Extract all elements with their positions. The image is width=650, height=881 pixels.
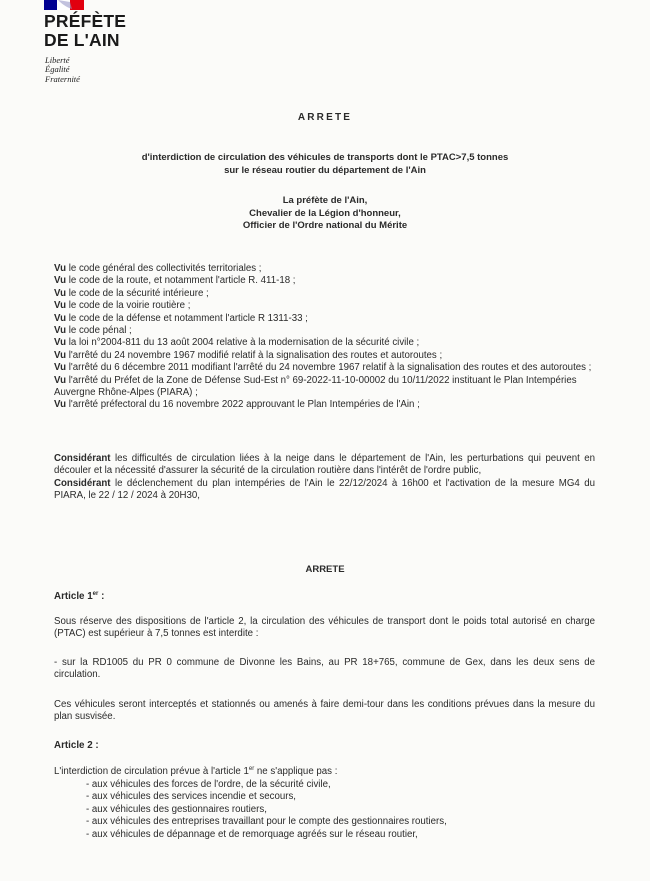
article-1-paragraph: Sous réserve des dispositions de l'article 2, la circulation des véhicules de transport dont le poids total autorisé en charge (PTAC) est supérieur à 7,5 tonnes est interdite : xyxy=(54,616,595,640)
article-2-exceptions xyxy=(86,779,447,841)
prefecture-name xyxy=(44,12,126,49)
republic-motto xyxy=(45,56,80,84)
article-2-intro: L'interdiction de circulation prévue à l'article 1er ne s'applique pas : xyxy=(54,766,338,777)
visa-item: Vu le code de la voirie routière ; xyxy=(54,300,191,312)
visa-item: Vu le code de la sécurité intérieure ; xyxy=(54,287,209,299)
issuing-authority xyxy=(0,195,650,233)
decree-subject xyxy=(0,152,650,177)
decree-heading: ARRETE xyxy=(305,564,345,575)
subject-line: d'interdiction de circulation des véhicules de transports dont le PTAC>7,5 tonnes xyxy=(141,152,509,163)
visa-item: Vu le code de la défense et notamment l'article R 1311-33 ; xyxy=(54,312,308,324)
article-1-title: Article 1er : xyxy=(54,591,105,602)
article-1-road-section: - sur la RD1005 du PR 0 commune de Divonne les Bains, au PR 18+765, commune de Gex, dans les deux sens de circulation. xyxy=(54,657,595,681)
subject-line: sur le réseau routier du département de l'Ain xyxy=(224,164,426,176)
authority-line: La préfète de l'Ain, xyxy=(282,195,368,206)
marianne-logo-icon xyxy=(44,0,84,10)
visa-item: Vu le code pénal ; xyxy=(54,325,132,337)
prefecture-line1: PRÉFÈTE xyxy=(44,11,127,31)
considerant-item: Considérant les difficultés de circulation liées à la neige dans le département de l'Ain, les perturbations qui peuvent en découler et la nécessité d'assurer la sécurité de la circulation routière dans l'intérêt de l'ordre public, xyxy=(54,453,595,477)
visa-item: Vu l'arrêté du 24 novembre 1967 modifié relatif à la signalisation des routes et autoroutes ; xyxy=(54,349,443,361)
visa-item: Vu le code général des collectivités territoriales ; xyxy=(54,263,262,274)
visas-list xyxy=(54,263,595,412)
visa-item: Vu le code de la route, et notamment l'article R. 411-18 ; xyxy=(54,275,296,287)
visa-item: Vu l'arrêté du Préfet de la Zone de Défense Sud-Est n° 69-2022-11-10-00002 du 10/11/2022 instituant le Plan Intempéries Auvergne Rhône-Alpes (PIARA) ; xyxy=(54,374,577,399)
exception-item: - aux véhicules de dépannage et de remorquage agréés sur le réseau routier, xyxy=(86,828,418,840)
authority-line: Officier de l'Ordre national du Mérite xyxy=(242,220,408,231)
prefecture-line2: DE L'AIN xyxy=(44,29,120,50)
exception-item: - aux véhicules des entreprises travaillant pour le compte des gestionnaires routiers, xyxy=(86,816,447,828)
considerant-item: Considérant le déclenchement du plan intempéries de l'Ain le 22/12/2024 à 16h00 et l'activation de la mesure MG4 du PIARA, le 22 / 12 / 2024 à 20H30, xyxy=(54,477,595,502)
exception-item: - aux véhicules des services incendie et secours, xyxy=(86,791,296,803)
motto-liberte: Liberté xyxy=(45,55,70,65)
document-title: ARRETE xyxy=(297,112,353,123)
visa-item: Vu l'arrêté préfectoral du 16 novembre 2022 approuvant le Plan Intempéries de l'Ain ; xyxy=(54,399,420,411)
article-1-paragraph: Ces véhicules seront interceptés et stationnés ou amenés à faire demi-tour dans les conditions prévues dans la mesure du plan susvisée. xyxy=(54,699,595,723)
exception-item: - aux véhicules des gestionnaires routiers, xyxy=(86,803,267,815)
motto-egalite: Égalité xyxy=(45,64,70,75)
authority-line: Chevalier de la Légion d'honneur, xyxy=(249,207,401,219)
considerants xyxy=(54,453,595,503)
article-2-title: Article 2 : xyxy=(54,740,99,751)
visa-item: Vu l'arrêté du 6 décembre 2011 modifiant l'arrêté du 24 novembre 1967 relatif à la signalisation des routes et des autoroutes ; xyxy=(54,362,592,374)
motto-fraternite: Fraternité xyxy=(45,73,80,84)
exception-item: - aux véhicules des forces de l'ordre, de la sécurité civile, xyxy=(86,779,331,790)
visa-item: Vu la loi n°2004-811 du 13 août 2004 relative à la modernisation de la sécurité civile ; xyxy=(54,337,420,349)
